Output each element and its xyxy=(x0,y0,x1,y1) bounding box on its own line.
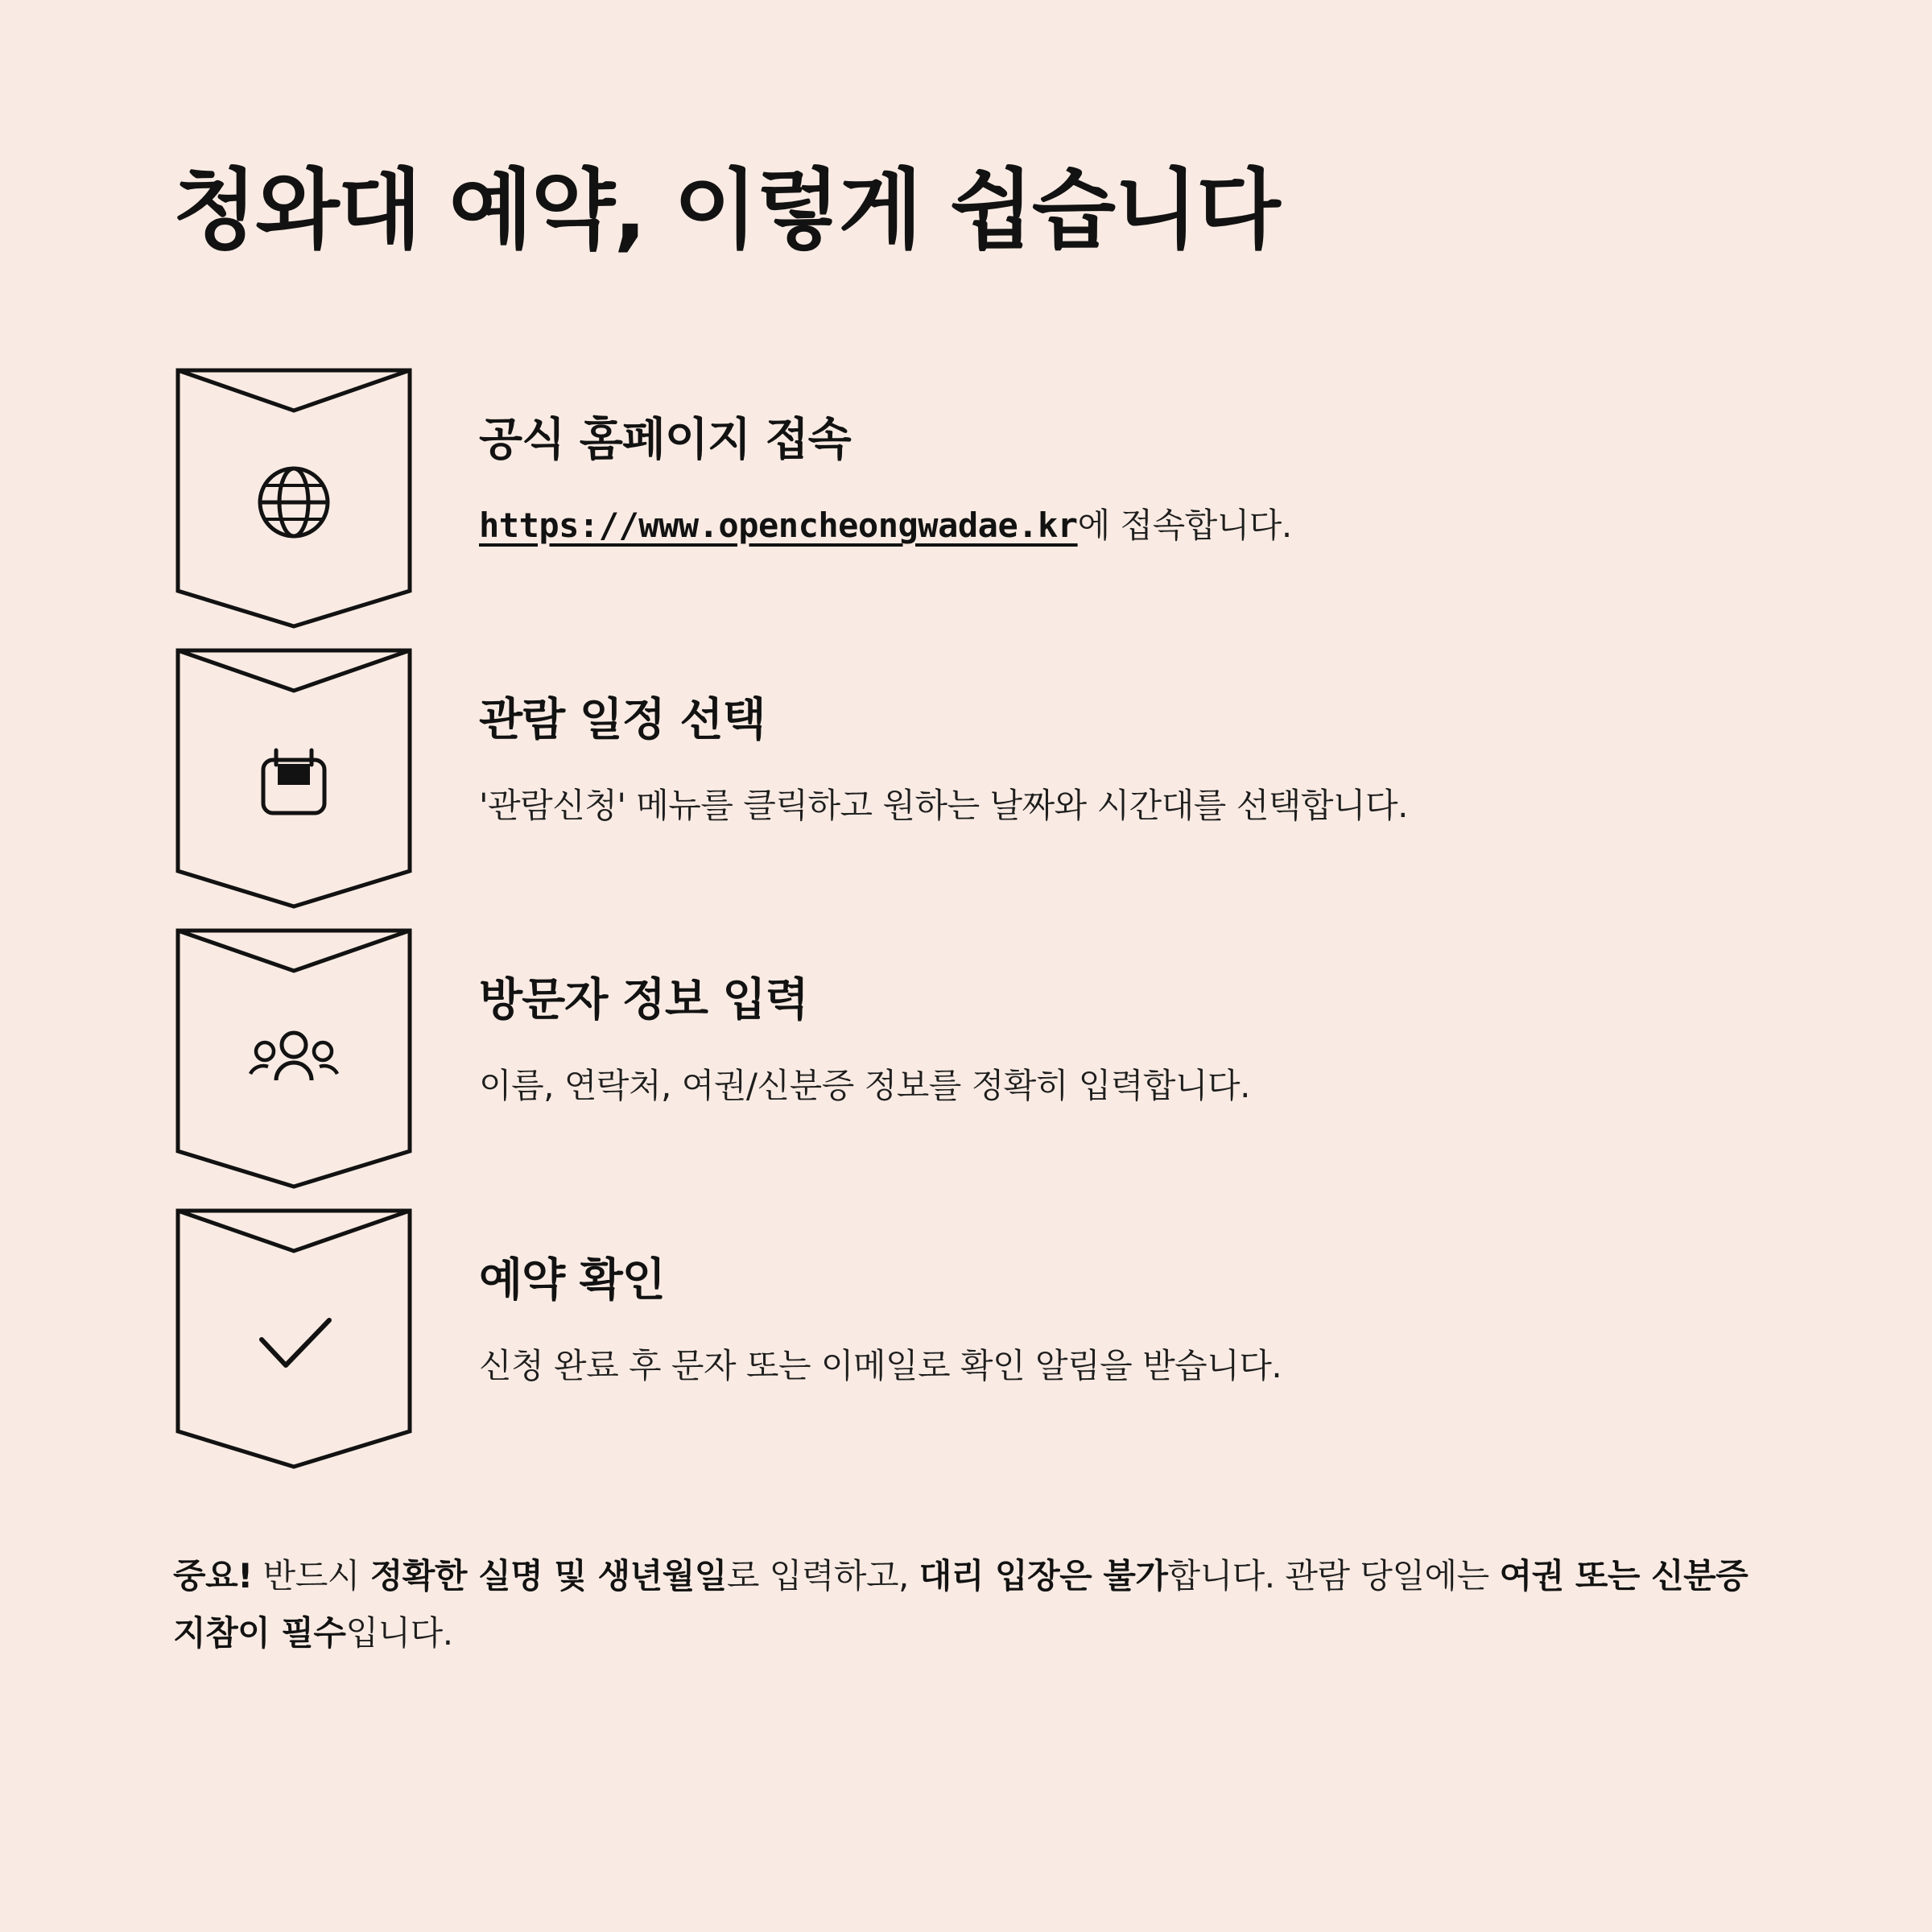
step-content-3 xyxy=(479,926,1759,1113)
footnote-label: 중요! xyxy=(173,1556,253,1596)
step-badge-4 xyxy=(173,1206,415,1472)
footnote-bold3: 여권 또는 신분증 지참이 필수 xyxy=(173,1556,1748,1653)
footnote-bold2: 대리 입장은 불가 xyxy=(919,1556,1168,1596)
step-badge-3 xyxy=(173,926,415,1191)
step-title: 예약 확인 xyxy=(479,1254,665,1307)
step-badge-2 xyxy=(173,646,415,911)
footnote-part3: 합니다. 관람 당일에는 xyxy=(1167,1556,1500,1596)
step-description xyxy=(479,499,1759,552)
steps-list xyxy=(173,365,1759,1472)
step-content-4 xyxy=(479,1206,1759,1393)
calendar-icon xyxy=(263,750,324,813)
step-description: 신청 완료 후 문자 또는 이메일로 확인 알림을 받습니다. xyxy=(479,1346,1282,1386)
people-icon xyxy=(250,1033,337,1080)
step-description: 이름, 연락처, 여권/신분증 정보를 정확히 입력합니다. xyxy=(479,1066,1250,1106)
footnote xyxy=(173,1548,1759,1662)
step-title: 공식 홈페이지 접속 xyxy=(479,414,851,467)
step-title: 관람 일정 선택 xyxy=(479,694,766,747)
footnote-part4: 입니다. xyxy=(345,1612,453,1653)
homepage-link[interactable]: https://www.opencheongwadae.kr xyxy=(479,506,1078,546)
step-content-1 xyxy=(479,365,1759,552)
footnote-part1: 반드시 xyxy=(252,1556,370,1596)
step-content-2 xyxy=(479,646,1759,832)
globe-icon xyxy=(260,469,328,536)
step-item xyxy=(173,365,1759,631)
step-description: '관람신청' 메뉴를 클릭하고 원하는 날짜와 시간대를 선택합니다. xyxy=(479,786,1408,826)
step-item xyxy=(173,646,1759,911)
step-description-tail: 에 접속합니다. xyxy=(1077,506,1292,546)
page-title: 청와대 예약, 이렇게 쉽습니다 xyxy=(173,160,1279,261)
footnote-part2: 로 입력하고, xyxy=(726,1556,919,1596)
step-item xyxy=(173,1206,1759,1472)
step-badge-1 xyxy=(173,365,415,631)
step-title: 방문자 정보 입력 xyxy=(479,974,808,1027)
footnote-bold1: 정확한 실명 및 생년월일 xyxy=(369,1556,727,1596)
step-item xyxy=(173,926,1759,1191)
check-icon xyxy=(262,1320,329,1365)
